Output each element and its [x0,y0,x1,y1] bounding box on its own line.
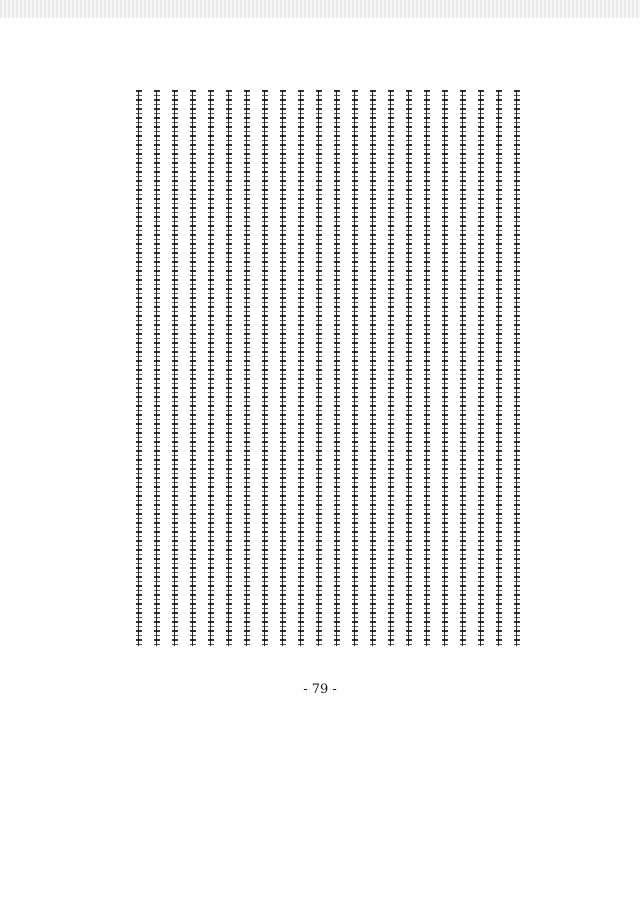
mongolian-text-block [138,90,520,646]
scan-header-strip [0,0,640,18]
text-column [264,90,266,646]
text-column [138,90,140,646]
text-column [408,90,410,646]
text-column [228,90,230,646]
text-column [174,90,176,646]
page-number: - 79 - [303,682,337,697]
text-column [210,90,212,646]
text-column [336,90,338,646]
text-column [372,90,374,646]
text-column [444,90,446,646]
text-column [498,90,500,646]
text-column [390,90,392,646]
text-column [282,90,284,646]
text-column [354,90,356,646]
text-column [426,90,428,646]
text-column [246,90,248,646]
text-column [156,90,158,646]
text-column [462,90,464,646]
text-column [318,90,320,646]
text-column [192,90,194,646]
text-column [480,90,482,646]
text-column [300,90,302,646]
text-column [516,90,518,646]
